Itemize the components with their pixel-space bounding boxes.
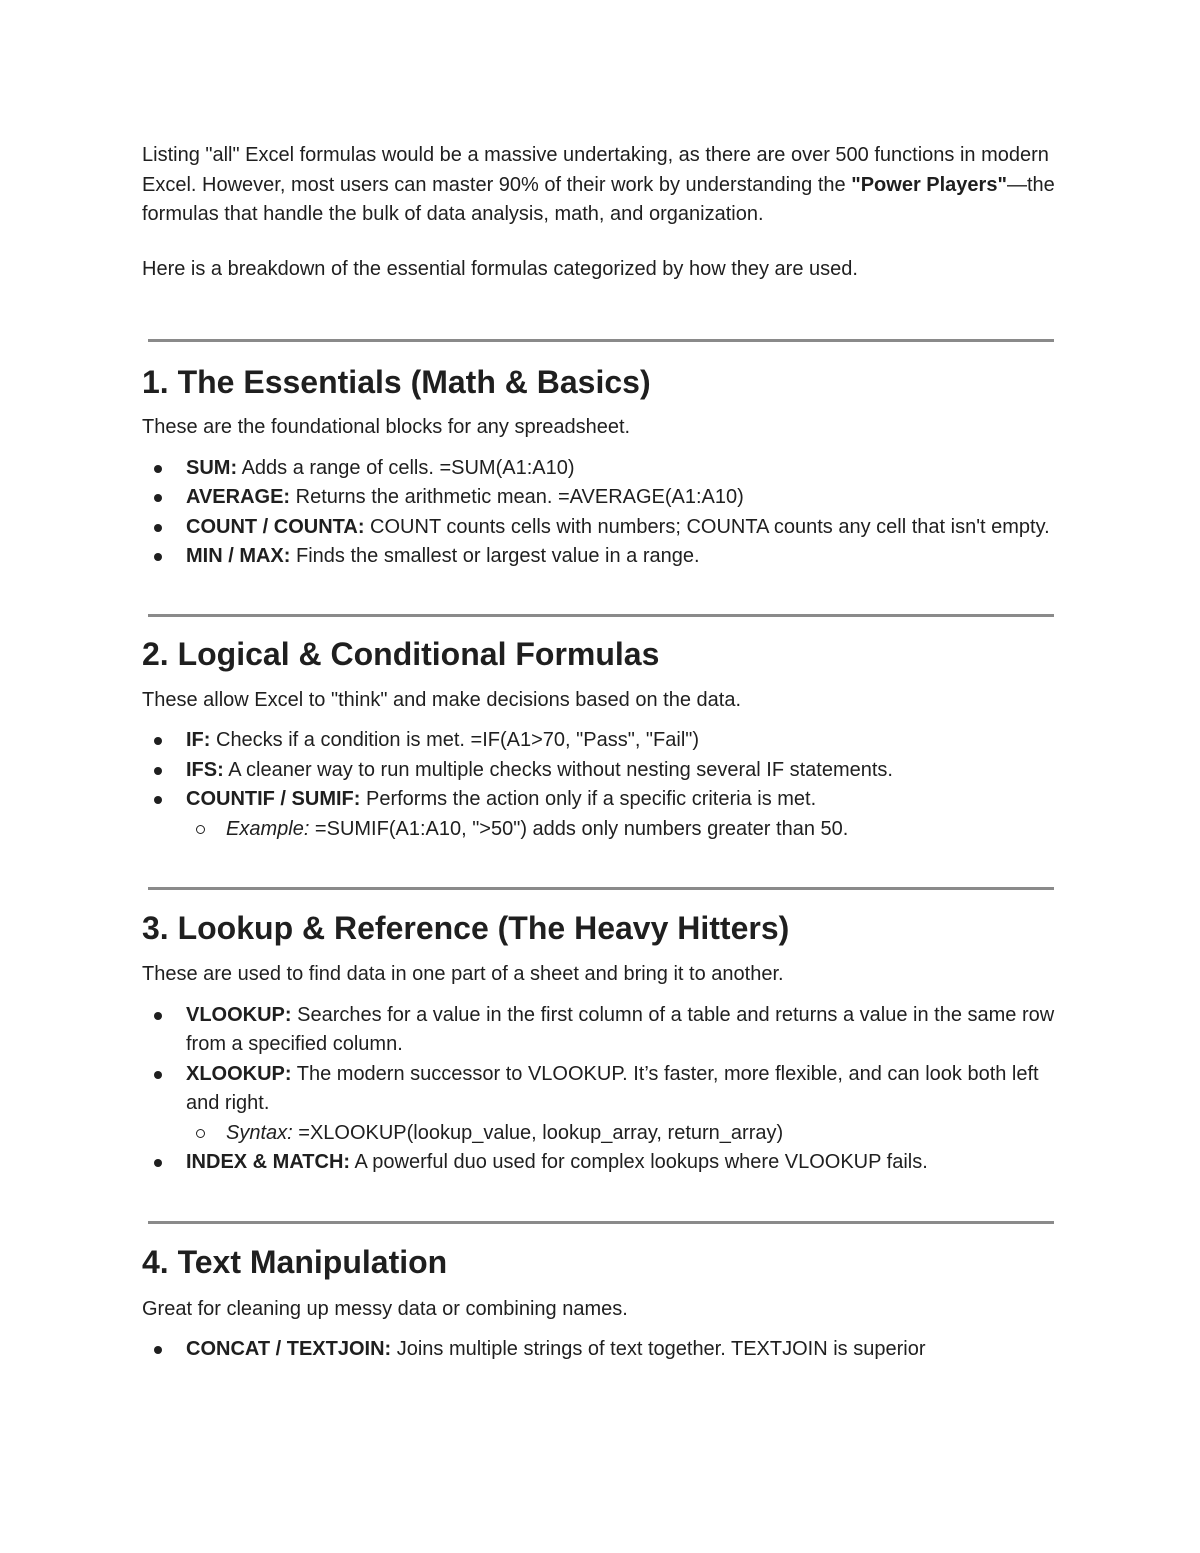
list-item [142, 1148, 1060, 1178]
section-description: These allow Excel to "think" and make decisions based on the data. [142, 688, 741, 711]
list-item [142, 785, 1060, 844]
formula-description: Returns the arithmetic mean. =AVERAGE(A1:A10) [290, 486, 744, 508]
sub-list [186, 815, 1060, 845]
section-divider [148, 339, 1054, 342]
section-divider [148, 1221, 1054, 1224]
formula-description: Adds a range of cells. =SUM(A1:A10) [237, 456, 575, 479]
formula-term: IF: [186, 729, 211, 751]
formula-term: COUNTIF / SUMIF: [186, 788, 361, 810]
formula-term: COUNT / COUNTA: [186, 515, 365, 538]
section-description: These are the foundational blocks for any spreadsheet. [142, 416, 631, 438]
list-item [142, 756, 1060, 786]
intro-paragraph [142, 141, 1060, 230]
formula-description: COUNT counts cells with numbers; COUNTA counts any cell that isn't empty. [364, 515, 1050, 538]
formula-description: Checks if a condition is met. =IF(A1>70, "Pass", "Fail") [210, 729, 700, 751]
sub-list-item [186, 815, 1060, 845]
formula-description: Finds the smallest or largest value in a range. [290, 545, 700, 567]
formula-term: INDEX & MATCH: [186, 1151, 351, 1173]
formula-term: AVERAGE: [186, 486, 291, 508]
list-item [142, 513, 1060, 543]
formula-list [142, 1001, 1060, 1178]
syntax-text: =XLOOKUP(lookup_value, lookup_array, return_array) [292, 1121, 784, 1144]
intro-text-end: —the formulas that handle the bulk of data analysis, math, and organization. [142, 173, 1055, 225]
example-label: Example: [226, 817, 310, 840]
section-logical [142, 634, 1060, 845]
formula-description: Searches for a value in the first column of a table and returns a value in the same row from a specified column. [186, 1003, 1055, 1055]
formula-list [142, 726, 1060, 844]
section-description: These are used to find data in one part of a sheet and bring it to another. [142, 963, 784, 985]
formula-description: Joins multiple strings of text together. TEXTJOIN is superior [391, 1338, 926, 1360]
list-item [142, 1001, 1060, 1060]
formula-description: Performs the action only if a specific criteria is met. [360, 788, 817, 810]
formula-term: MIN / MAX: [186, 545, 291, 567]
formula-description: A powerful duo used for complex lookups where VLOOKUP fails. [350, 1151, 928, 1173]
list-item [142, 1335, 1060, 1365]
intro-text-start: Listing "all" Excel formulas would be a massive undertaking, as there are over 500 functions in modern Excel. However, most users can master 90% of their work by understanding the [142, 144, 1049, 196]
formula-term: VLOOKUP: [186, 1003, 292, 1026]
sub-list [186, 1119, 1060, 1149]
section-title: 4. Text Manipulation [142, 1243, 448, 1280]
section-title: 3. Lookup & Reference (The Heavy Hitters) [142, 910, 790, 946]
section-title: 1. The Essentials (Math & Basics) [142, 364, 651, 400]
list-item [142, 726, 1060, 756]
list-item [142, 454, 1060, 484]
formula-term: XLOOKUP: [186, 1062, 292, 1085]
section-divider [148, 614, 1054, 617]
list-item [142, 483, 1060, 513]
list-item [142, 542, 1060, 572]
section-text [142, 1242, 1060, 1365]
formula-term: CONCAT / TEXTJOIN: [186, 1338, 392, 1360]
formula-list [142, 1335, 1060, 1365]
intro-summary: Here is a breakdown of the essential formulas categorized by how they are used. [142, 257, 858, 280]
section-description: Great for cleaning up messy data or combining names. [142, 1297, 628, 1320]
formula-term: SUM: [186, 456, 238, 479]
example-text: =SUMIF(A1:A10, ">50") adds only numbers greater than 50. [309, 817, 849, 840]
syntax-label: Syntax: [226, 1121, 293, 1144]
section-title: 2. Logical & Conditional Formulas [142, 635, 660, 672]
formula-description: A cleaner way to run multiple checks without nesting several IF statements. [223, 758, 893, 781]
section-essentials [142, 362, 1060, 572]
formula-description: The modern successor to VLOOKUP. It’s faster, more flexible, and can look both left and right. [186, 1062, 1039, 1114]
sub-list-item [186, 1119, 1060, 1149]
formula-term: IFS: [186, 758, 224, 781]
intro-bold-phrase: "Power Players" [851, 173, 1007, 196]
list-item [142, 1060, 1060, 1149]
section-divider [148, 887, 1054, 890]
formula-list [142, 454, 1060, 572]
section-lookup [142, 908, 1060, 1178]
